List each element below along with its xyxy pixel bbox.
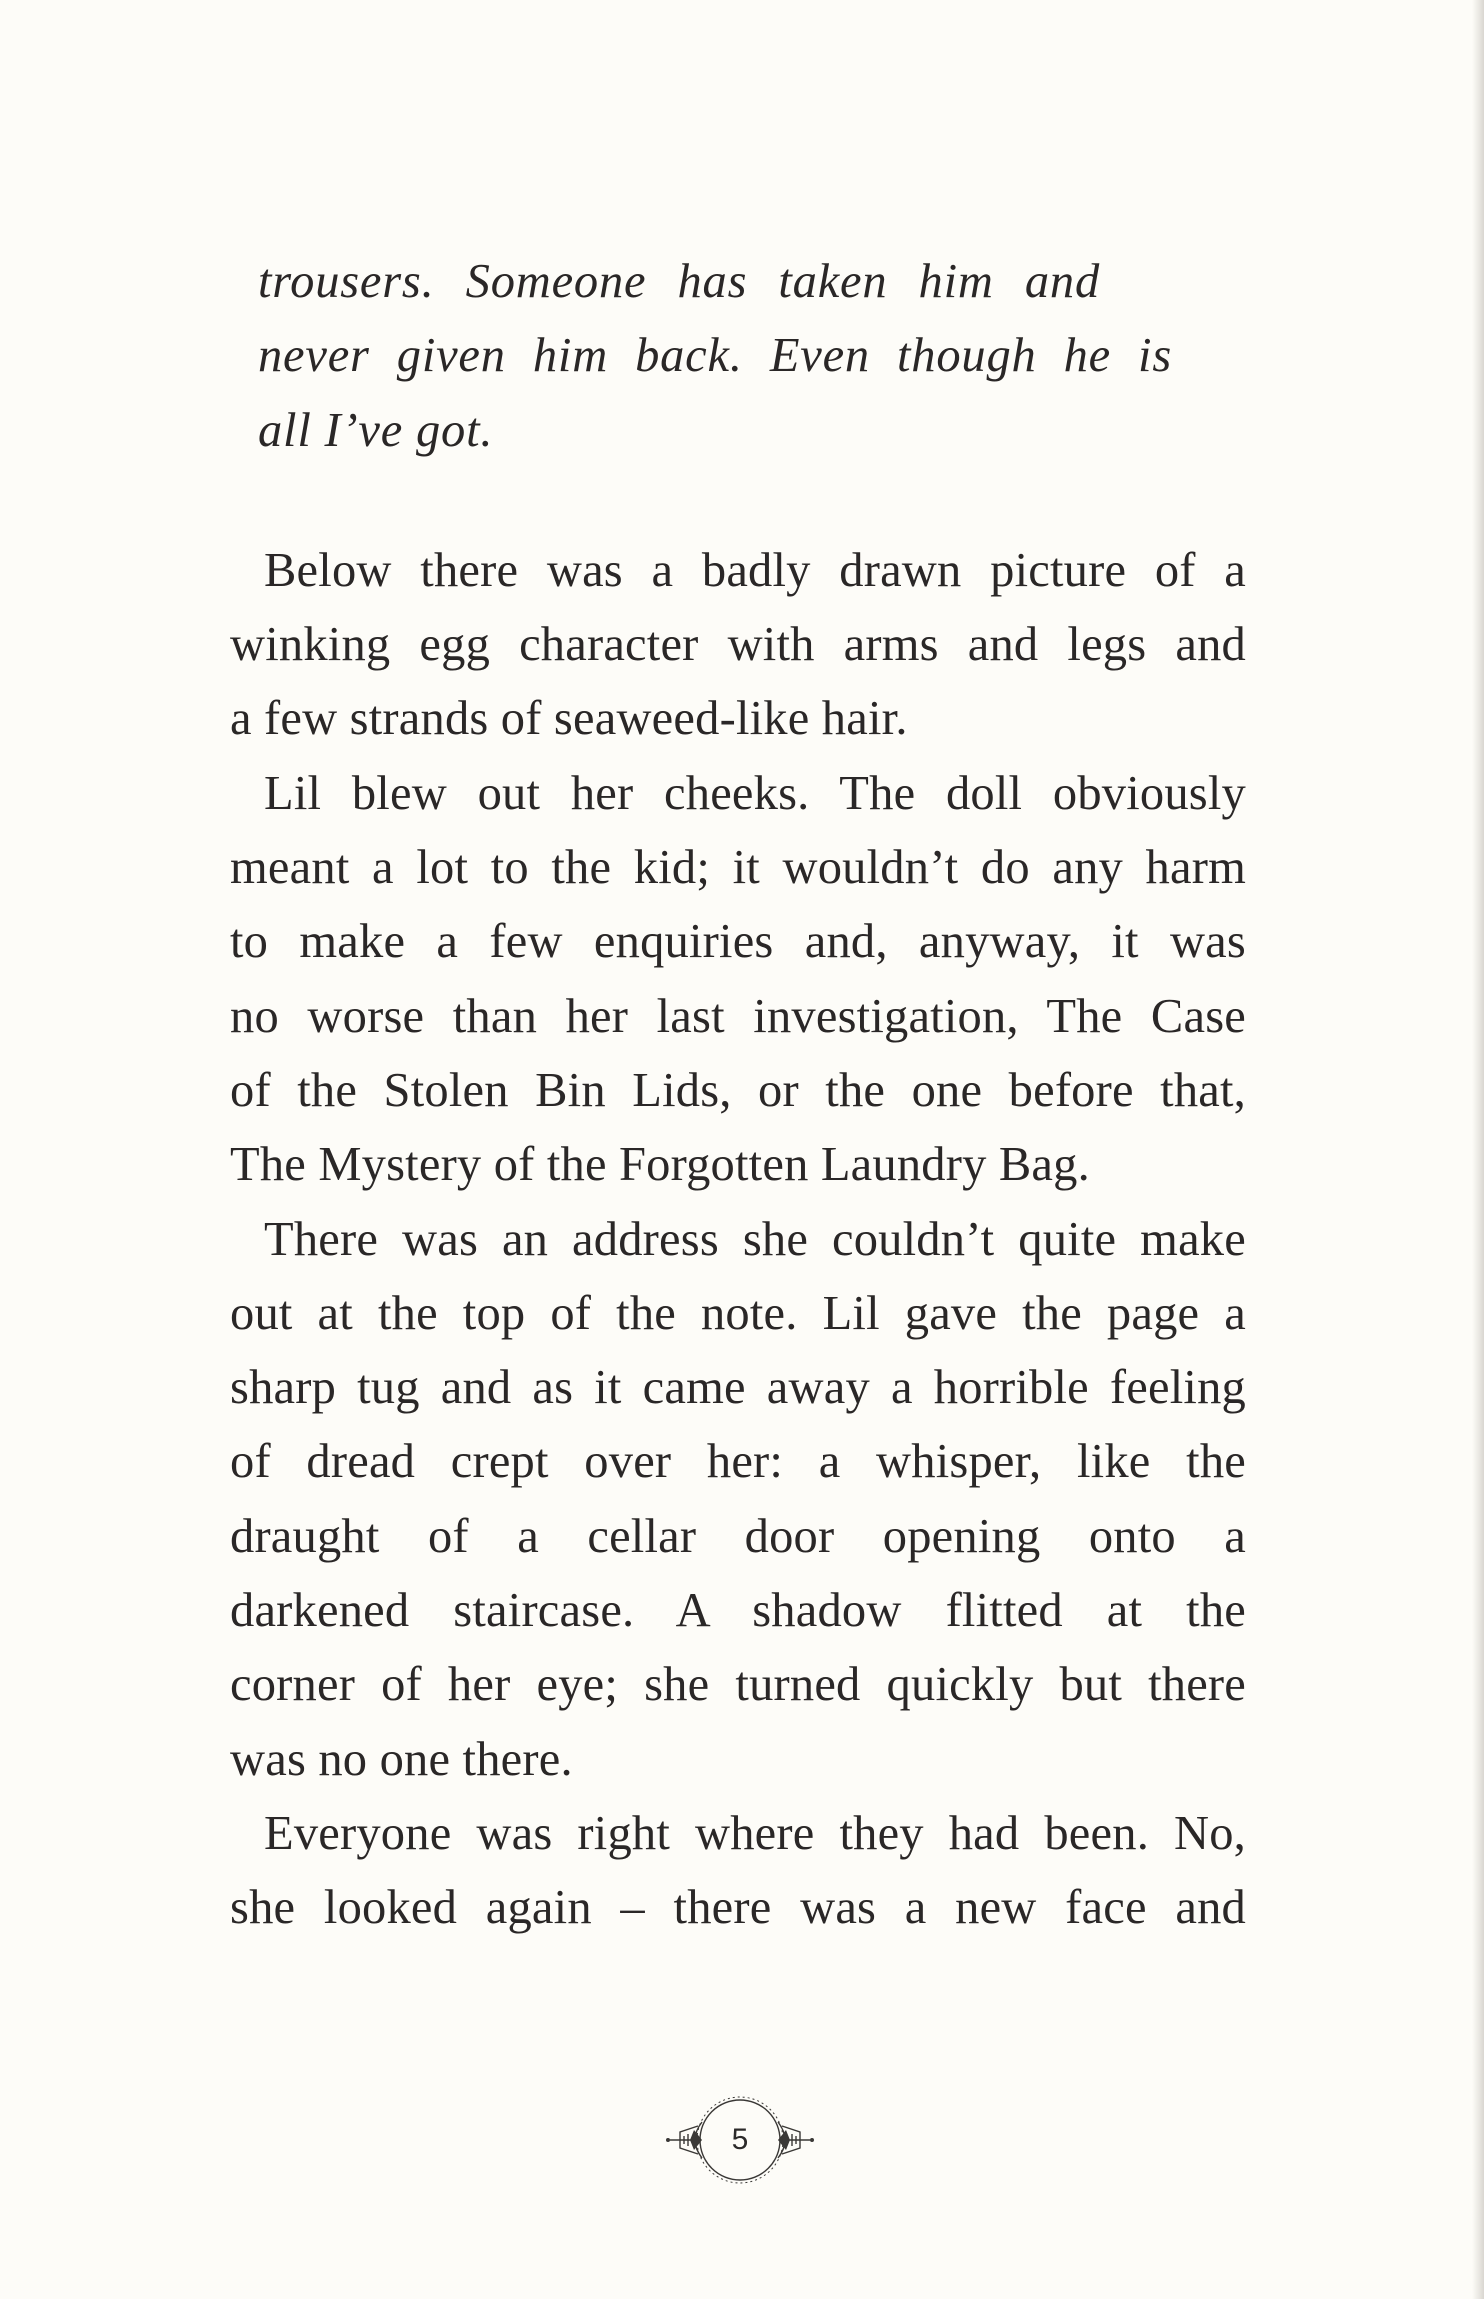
page-edge [1472,0,1484,2299]
text-line: of dread crept over her: a whisper, like the [230,1435,1246,1489]
text-line: Below there was a badly drawn picture of a [264,543,1246,597]
section-gap [230,468,1246,534]
text-line: meant a lot to the kid; it wouldn’t do any harm [230,841,1246,895]
text-line: of the Stolen Bin Lids, or the one before that, [230,1063,1246,1117]
paragraph [230,1203,1246,1797]
text-line: Everyone was right where they had been. No, [264,1806,1246,1860]
text-line: to make a few enquiries and, anyway, it was [230,915,1246,969]
text-line: a few strands of seaweed-like hair. [230,692,908,746]
page-number: 5 [731,2123,749,2156]
text-line: all I’ve got. [258,403,494,457]
text-line: There was an address she couldn’t quite make [264,1212,1246,1266]
paragraph [230,1797,1246,1946]
text-line: no worse than her last investigation, The Case [230,989,1246,1043]
paragraph [230,534,1246,757]
text-line: The Mystery of the Forgotten Laundry Bag. [230,1138,1090,1192]
text-line: Lil blew out her cheeks. The doll obviously [264,766,1246,820]
text-line: darkened staircase. A shadow flitted at the [230,1584,1246,1638]
text-line: sharp tug and as it came away a horrible feeling [230,1361,1246,1415]
text-line: was no one there. [230,1732,573,1786]
text-line: trousers. Someone has taken him and [258,255,1100,308]
text-block [230,245,1246,1946]
text-line: corner of her eye; she turned quickly but there [230,1658,1246,1712]
paragraph [230,757,1246,1203]
text-line: out at the top of the note. Lil gave the page a [230,1286,1246,1340]
text-line: she looked again – there was a new face and [230,1881,1246,1935]
letter-excerpt [258,245,1246,468]
text-line: winking egg character with arms and legs and [230,618,1246,672]
text-line: draught of a cellar door opening onto a [230,1509,1246,1563]
text-line: never given him back. Even though he is [258,329,1172,383]
folio [640,2080,840,2200]
